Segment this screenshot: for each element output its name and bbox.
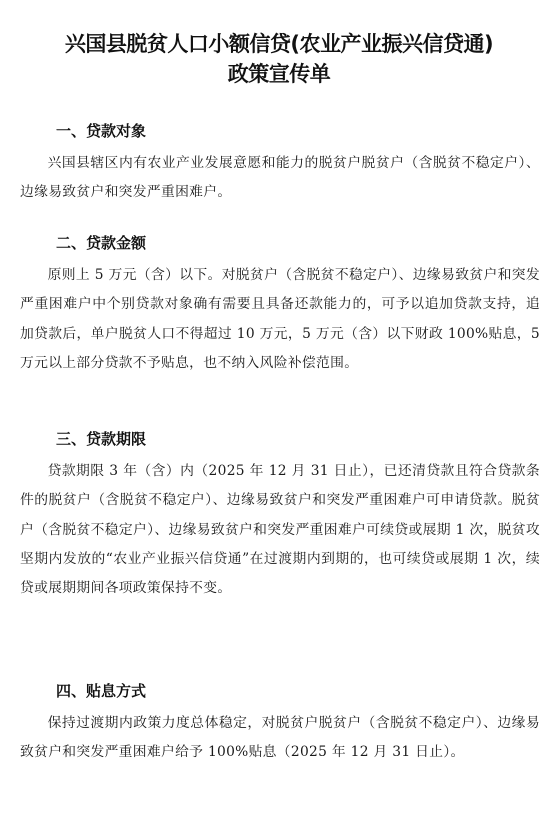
section-body: 原则上 5 万元（含）以下。对脱贫户（含脱贫不稳定户）、边缘易致贫户和突发严重困难户中个别贷款对象确有需要且具备还款能力的，可予以追加贷款支持，追加贷款后，单户脱贫人口不得超过 10 万元，5 万元（含）以下财政 100%贴息，5 万元以上部分贷款不予贴息，也不纳入风险补偿范围。 [20, 267, 540, 371]
section-heading: 一、贷款对象 [56, 122, 147, 140]
section-loan-target [20, 121, 540, 208]
section-loan-term [20, 429, 540, 603]
page-title: 兴国县脱贫人口小额信贷(农业产业振兴信贷通) [64, 32, 494, 56]
section-loan-amount [20, 233, 540, 378]
page-subtitle: 政策宣传单 [227, 62, 331, 86]
section-interest-subsidy [20, 681, 540, 768]
section-heading: 三、贷款期限 [56, 430, 147, 448]
section-body: 贷款期限 3 年（含）内（2025 年 12 月 31 日止），已还清贷款且符合贷款条件的脱贫户（含脱贫不稳定户）、边缘易致贫户和突发严重困难户可申请贷款。脱贫户（含脱贫不稳定户）、边缘易致贫户和突发严重困难户可续贷或展期 1 次，脱贫攻坚期内发放的“农业产业振兴信贷通”在过渡期内到期的，也可续贷或展期 1 次，续贷或展期期间各项政策保持不变。 [20, 463, 540, 597]
section-body: 保持过渡期内政策力度总体稳定，对脱贫户脱贫户（含脱贫不稳定户）、边缘易致贫户和突发严重困难户给予 100%贴息（2025 年 12 月 31 日止）。 [20, 715, 540, 761]
section-heading: 二、贷款金额 [56, 234, 147, 252]
section-heading: 四、贴息方式 [56, 682, 147, 700]
section-body: 兴国县辖区内有农业产业发展意愿和能力的脱贫户脱贫户（含脱贫不稳定户）、边缘易致贫户和突发严重困难户。 [20, 155, 540, 201]
